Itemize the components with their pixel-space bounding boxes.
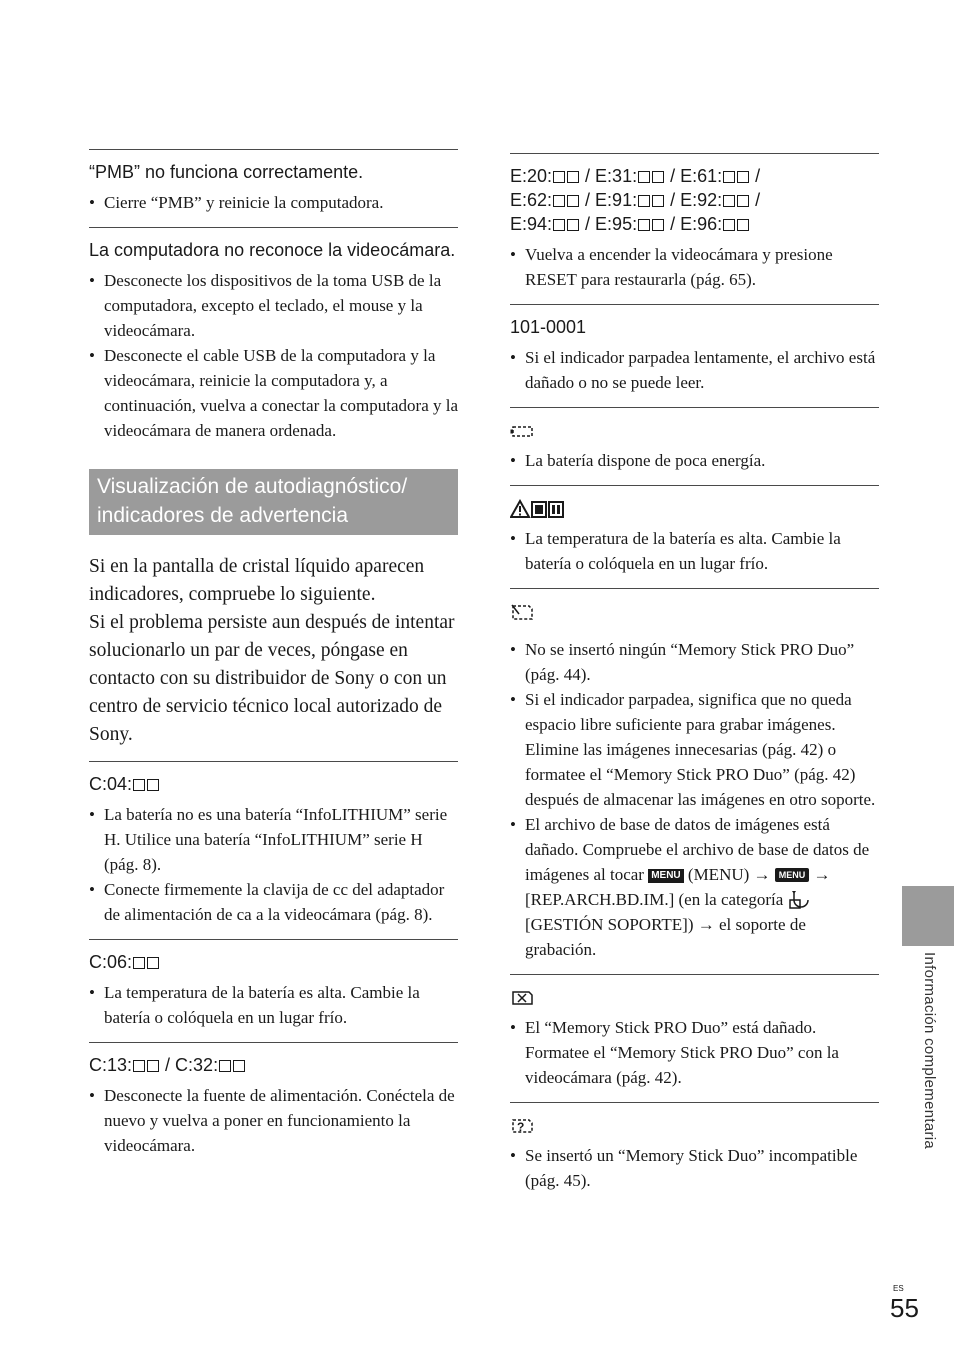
list-item: • Cierre “PMB” y reinicie la computadora. (89, 190, 458, 215)
section-memory-stick-incompatible (510, 1102, 879, 1193)
list-item: • Conecte firmemente la clavija de cc del adaptador de alimentación de ca a la videocámara (pág. 8). (89, 877, 458, 927)
arrow-icon: → (697, 915, 715, 935)
section-heading: “PMB” no funciona correctamente. (89, 162, 364, 182)
battery-warning-icon (510, 499, 566, 519)
left-column (89, 149, 458, 1170)
list-item: • Si el indicador parpadea, significa que no queda espacio libre suficiente para grabar imágenes. Elimine las imágenes innecesarias (pág. 42) o formatee el “Memory Stick PRO Duo” (pág. 42) después de almacenar las imágenes en otro soporte. (510, 687, 879, 812)
list-item: • La batería dispone de poca energía. (510, 448, 879, 473)
section-heading: C:13: / C:32: (89, 1053, 458, 1077)
svg-text:?: ? (517, 1120, 525, 1135)
page-language: ES (893, 1284, 904, 1293)
section-battery-low (510, 407, 879, 473)
memory-stick-incompatible-icon (510, 1117, 536, 1135)
list-item: • Desconecte la fuente de alimentación. Conéctela de nuevo y vuelva a poner en funcionamiento la videocámara. (89, 1083, 458, 1158)
list-item: • La temperatura de la batería es alta. Cambie la batería o colóquela en un lugar frío. (89, 980, 458, 1030)
section-pmb (89, 149, 458, 215)
section-c06 (89, 939, 458, 1030)
section-memory-stick-damaged (510, 974, 879, 1090)
arrow-icon: → (813, 865, 831, 884)
section-heading: 101-0001 (510, 317, 587, 337)
battery-low-icon (510, 423, 536, 439)
list-item: • Si el indicador parpadea lentamente, el archivo está dañado o no se puede leer. (510, 345, 879, 395)
section-computer (89, 227, 458, 443)
menu-button-icon: MENU (648, 869, 683, 883)
list-item: • La temperatura de la batería es alta. Cambie la batería o colóquela en un lugar frío. (510, 526, 879, 576)
arrow-icon: → (753, 865, 771, 884)
section-banner: Visualización de autodiagnóstico/ indicadores de advertencia (89, 469, 458, 535)
section-heading: C:06: (89, 950, 458, 974)
side-label: Información complementaria (921, 952, 938, 1150)
list-item: • Vuelva a encender la videocámara y presione RESET para restaurarla (pág. 65). (510, 242, 879, 292)
list-item: • El archivo de base de datos de imágenes está dañado. Compruebe el archivo de base de datos de imágenes al tocar MENU (MENU) → MENU → [REP.ARCH.BD.IM.] (en la categoría [GESTIÓN SOPORTE]) → el soporte de grabación. (510, 812, 879, 962)
manage-media-icon (788, 890, 810, 912)
right-column (510, 153, 879, 1205)
section-heading: E:20: / E:31: / E:61: / E:62: / E:91: / E:92: / E:94: / E:95: / E:96: (510, 166, 761, 234)
list-item: • El “Memory Stick PRO Duo” está dañado. Formatee el “Memory Stick PRO Duo” con la videocámara (pág. 42). (510, 1015, 879, 1090)
list-item: • Se insertó un “Memory Stick Duo” incompatible (pág. 45). (510, 1143, 879, 1193)
memory-stick-damaged-icon (510, 989, 536, 1007)
home-menu-icon: MENU (775, 868, 810, 882)
page-number: 55 (890, 1293, 919, 1323)
intro-text: Si en la pantalla de cristal líquido aparecen indicadores, compruebe lo siguiente. Si el problema persiste aun después de intentar solucionarlo un par de veces, póngase en contacto con su distribuidor de Sony o con un centro de servicio técnico local autorizado de Sony. (89, 556, 455, 745)
memory-stick-icon (510, 602, 536, 622)
section-c04 (89, 761, 458, 927)
section-c13 (89, 1042, 458, 1158)
section-heading: C:04: (89, 772, 458, 796)
section-e-codes (510, 153, 879, 292)
list-item: • Desconecte los dispositivos de la toma USB de la computadora, excepto el teclado, el mouse y la videocámara. (89, 268, 458, 343)
section-tab (902, 886, 954, 946)
list-item: • No se insertó ningún “Memory Stick PRO Duo” (pág. 44). (510, 637, 879, 687)
list-item: • Desconecte el cable USB de la computadora y la videocámara, reinicie la computadora y, a continuación, vuelva a conectar la computadora y la videocámara de manera ordenada. (89, 343, 458, 443)
section-no-memory-stick (510, 588, 879, 962)
section-heading: La computadora no reconoce la videocámara. (89, 240, 456, 260)
section-battery-warning (510, 485, 879, 576)
section-101-0001 (510, 304, 879, 395)
list-item: • La batería no es una batería “InfoLITHIUM” serie H. Utilice una batería “InfoLITHIUM” serie H (pág. 8). (89, 802, 458, 877)
